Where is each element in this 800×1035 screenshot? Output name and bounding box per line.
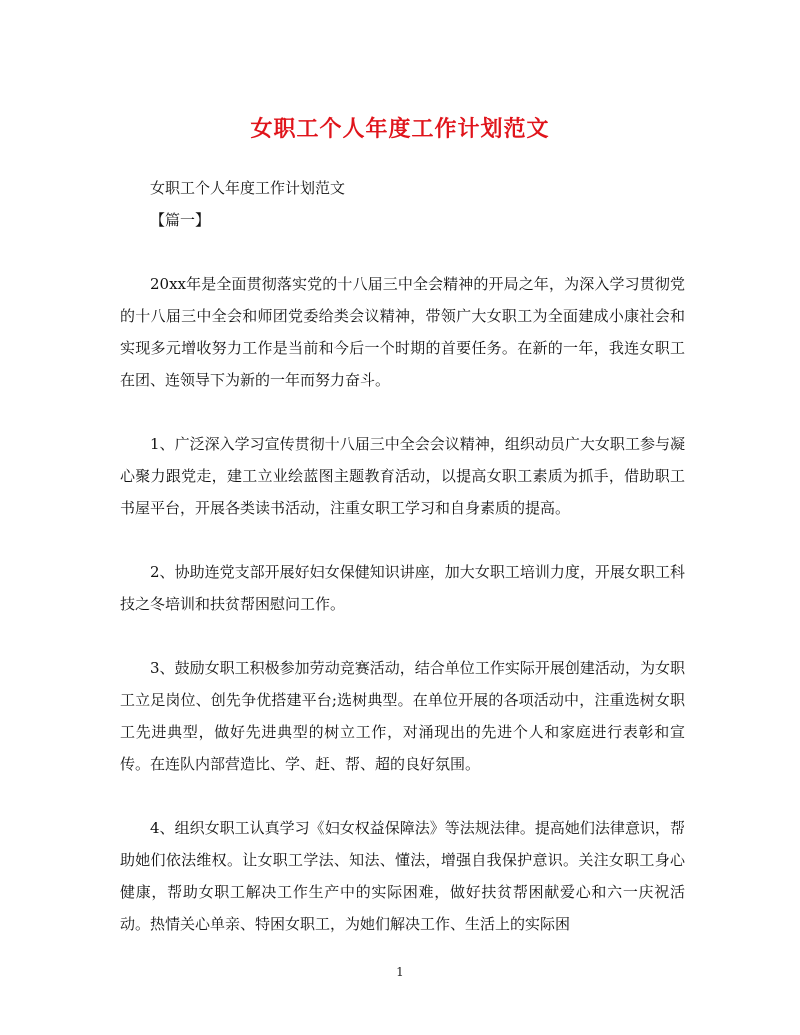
- intro-paragraph: 20xx年是全面贯彻落实党的十八届三中全会精神的开局之年，为深入学习贯彻党的十八届三中全会和师团党委给类会议精神，带领广大女职工为全面建成小康社会和实现多元增收努力工作是当前和今后一个时期的首要任务。在新的一年，我连女职工在团、连领导下为新的一年而努力奋斗。: [120, 275, 685, 389]
- plan-item-2: 2、协助连党支部开展好妇女保健知识讲座，加大女职工培训力度，开展女职工科技之冬培训和扶贫帮困慰问工作。: [120, 563, 685, 613]
- page-number: 1: [396, 965, 404, 979]
- plan-item-4: 4、组织女职工认真学习《妇女权益保障法》等法规法律。提高她们法律意识，帮助她们依法维权。让女职工学法、知法、懂法，增强自我保护意识。关注女职工身心健康，帮助女职工解决工作生产中的实际困难，做好扶贫帮困献爱心和六一庆祝活动。热情关心单亲、特困女职工，为她们解决工作、生活上的实际困: [120, 819, 685, 933]
- document-body: [120, 172, 685, 940]
- section-label: 【篇一】: [150, 211, 211, 229]
- paragraph-spacer: [120, 236, 685, 268]
- paragraph-spacer: [120, 396, 685, 428]
- plan-item-3: 3、鼓励女职工积极参加劳动竞赛活动，结合单位工作实际开展创建活动，为女职工立足岗位、创先争优搭建平台;选树典型。在单位开展的各项活动中，注重选树女职工先进典型，做好先进典型的树立工作，对涌现出的先进个人和家庭进行表彰和宣传。在连队内部营造比、学、赶、帮、超的良好氛围。: [120, 659, 685, 773]
- paragraph-spacer: [120, 780, 685, 812]
- paragraph-spacer: [120, 524, 685, 556]
- paragraph-spacer: [120, 620, 685, 652]
- document-title: 女职工个人年度工作计划范文: [250, 116, 550, 142]
- plan-item-1: 1、广泛深入学习宣传贯彻十八届三中全会会议精神，组织动员广大女职工参与凝心聚力跟党走，建工立业绘蓝图主题教育活动，以提高女职工素质为抓手，借助职工书屋平台，开展各类读书活动，注重女职工学习和自身素质的提高。: [120, 435, 685, 517]
- document-subtitle: 女职工个人年度工作计划范文: [150, 179, 346, 197]
